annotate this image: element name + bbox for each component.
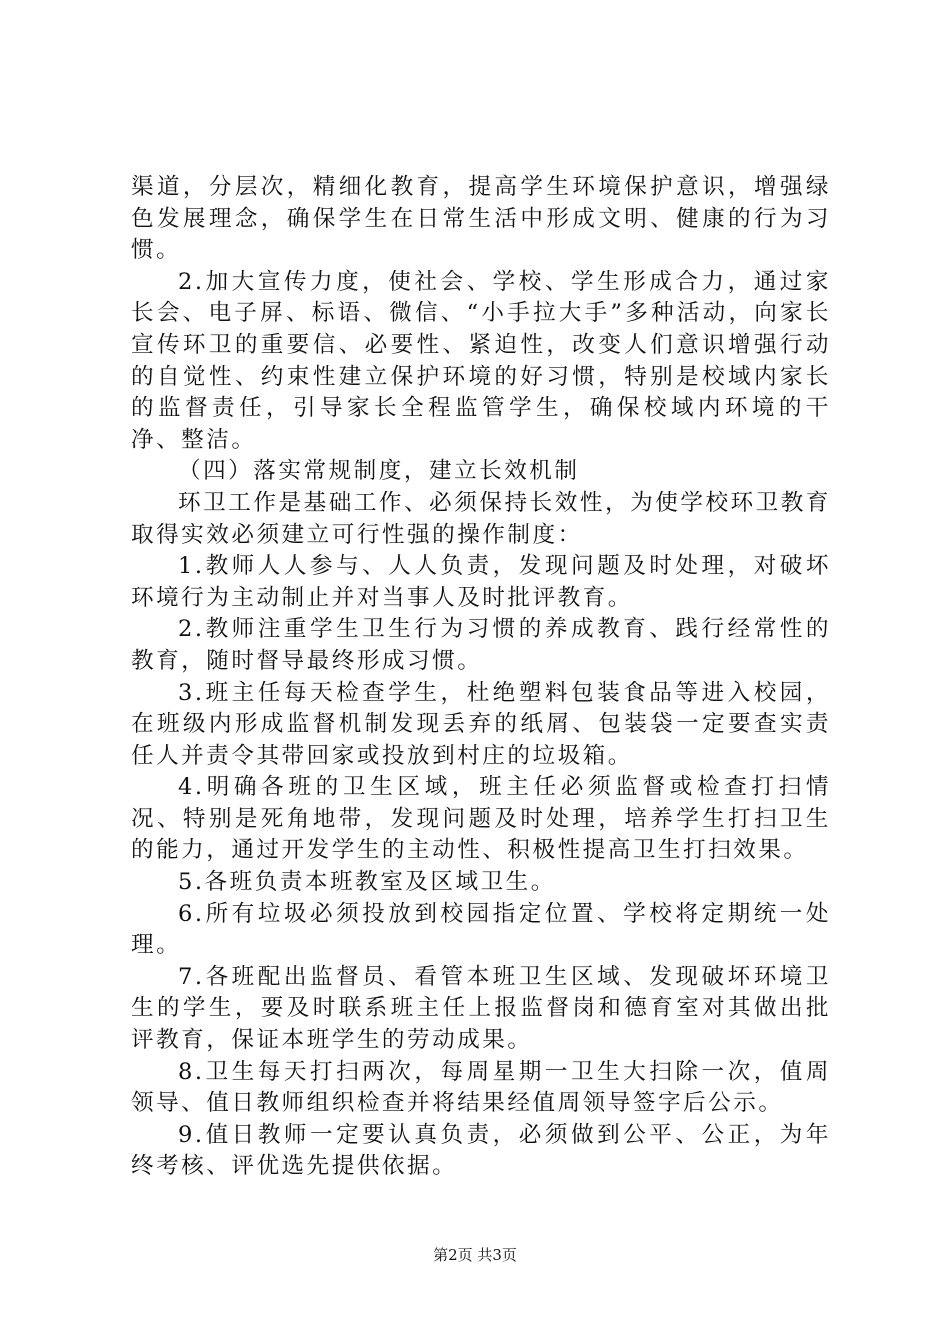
paragraph-item: 1.教师人人参与、人人负责，发现问题及时处理，对破坏环境行为主动制止并对当事人及时批评教育。 [131,553,831,611]
paragraph-item: 6.所有垃圾必须投放到校园指定位置、学校将定期统一处理。 [131,900,831,959]
paragraph-intro: 环卫工作是基础工作、必须保持长效性，为使学校环卫教育取得实效必须建立可行性强的操作制度： [131,489,831,548]
paragraph-item: 2.加大宣传力度，使社会、学校、学生形成合力，通过家长会、电子屏、标语、微信、“小手拉大手”多种活动，向家长宣传环卫的重要信、必要性、紧迫性，改变人们意识增强行动的自觉性、约束性建立保护环境的好习惯，特别是校域内家长的监督责任，引导家长全程监管学生，确保校域内环境的干净、整洁。 [131,268,831,453]
section-heading: （四）落实常规制度，建立长效机制 [178,458,580,485]
paragraph-continuation: 渠道，分层次，精细化教育，提高学生环境保护意识，增强绿色发展理念，确保学生在日常生活中形成文明、健康的行为习惯。 [131,174,831,264]
paragraph-item: 7.各班配出监督员、看管本班卫生区域、发现破坏环境卫生的学生，要及时联系班主任上报监督岗和德育室对其做出批评教育，保证本班学生的劳动成果。 [131,963,831,1054]
paragraph-item: 5.各班负责本班教室及区域卫生。 [178,869,556,896]
paragraph-item: 8.卫生每天打扫两次，每周星期一卫生大扫除一次，值周领导、值日教师组织检查并将结果经值周领导签字后公示。 [131,1058,831,1117]
document-body [131,172,831,1183]
paragraph-item: 4.明确各班的卫生区域，班主任必须监督或检查打扫情况、特别是死角地带，发现问题及时处理，培养学生打扫卫生的能力，通过开发学生的主动性、积极性提高卫生打扫效果。 [131,774,831,864]
paragraph-item: 2.教师注重学生卫生行为习惯的养成教育、践行经常性的教育，随时督导最终形成习惯。 [131,616,831,674]
paragraph-item: 9.值日教师一定要认真负责，必须做到公平、公正，为年终考核、评优选先提供依据。 [131,1121,831,1180]
page-number: 第2页 共3页 [433,1246,517,1264]
paragraph-item: 3.班主任每天检查学生，杜绝塑料包装食品等进入校园，在班级内形成监督机制发现丢弃的纸屑、包装袋一定要查实责任人并责令其带回家或投放到村庄的垃圾箱。 [131,679,831,769]
